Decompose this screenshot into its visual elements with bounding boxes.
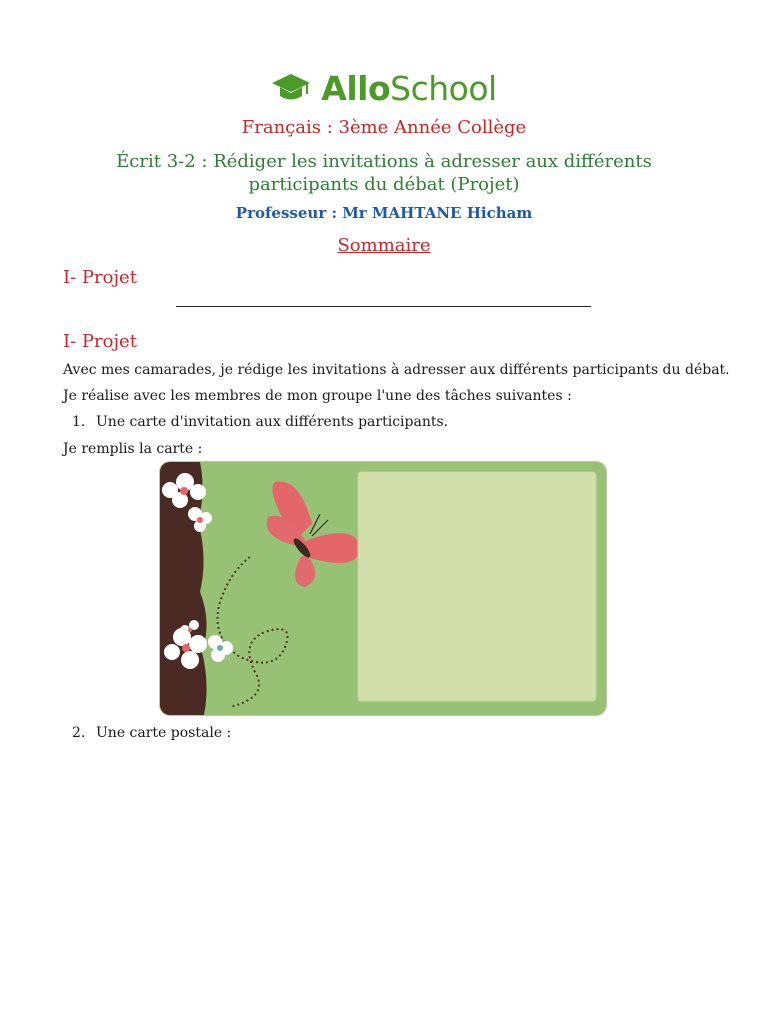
logo-text-bold: Allo — [321, 68, 391, 108]
fill-card-paragraph: Je remplis la carte : — [63, 441, 203, 457]
allo-school-logo — [0, 66, 768, 110]
task-item-1 — [72, 414, 448, 430]
task-item-2 — [72, 725, 231, 741]
task-intro-paragraph: Je réalise avec les membres de mon groupe l'une des tâches suivantes : — [63, 388, 572, 404]
teacher-name: Professeur : Mr MAHTANE Hicham — [235, 204, 533, 222]
invitation-card-image — [160, 462, 606, 715]
task-number-2: 2. — [72, 725, 86, 741]
document-title: Écrit 3-2 : Rédiger les invitations à adresser aux différents participants du débat (Projet) — [116, 151, 652, 195]
graduation-cap-icon — [271, 72, 311, 104]
task-text-1: Une carte d'invitation aux différents participants. — [96, 414, 449, 430]
toc-item-projet[interactable]: I- Projet — [63, 267, 137, 288]
task-number-1: 1. — [72, 414, 86, 430]
toc-heading: Sommaire — [337, 235, 431, 256]
toc-divider — [176, 306, 591, 307]
logo-text-regular: School — [390, 68, 497, 108]
intro-paragraph: Avec mes camarades, je rédige les invitations à adresser aux différents participants du débat. — [63, 362, 730, 378]
section-heading: I- Projet — [63, 331, 137, 352]
card-writing-panel — [358, 472, 596, 701]
subject-line: Français : 3ème Année Collège — [241, 117, 527, 138]
logo-text — [321, 68, 497, 108]
task-text-2: Une carte postale : — [96, 725, 232, 741]
